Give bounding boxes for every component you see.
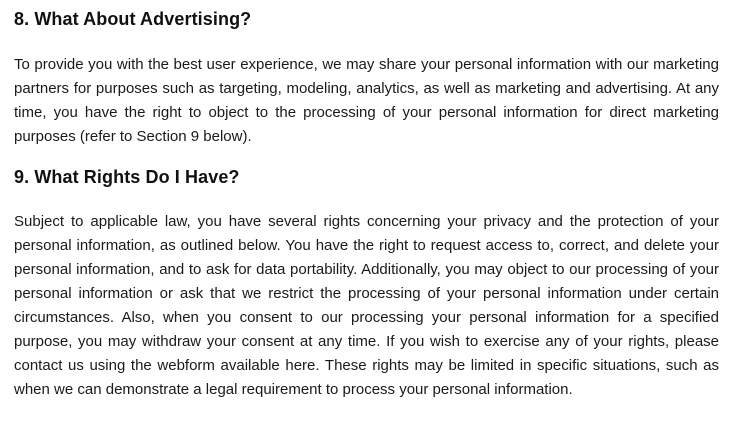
rights-text-before-link: Subject to applicable law, you have several rights concerning your privacy and the protection of your personal information, as outlined below. You have the right to request access to, correct, and delete your personal information, and to ask for data portability. Additionally, you may object to our processing of your personal information or ask that we restrict the processing of your personal information under certain circumstances. Also, when you consent to our processing your personal information for a specified purpose, you may withdraw your consent at any time. If you wish to exercise any of your rights, please contact us using the webform available [14, 213, 719, 374]
webform-link[interactable]: here [285, 357, 316, 374]
section-heading-rights: 9. What Rights Do I Have? [14, 167, 240, 187]
section-body-rights [14, 210, 719, 402]
section-heading-advertising: 8. What About Advertising? [14, 9, 252, 29]
section-body-advertising: To provide you with the best user experience, we may share your personal information with our marketing partners for purposes such as targeting, modeling, analytics, as well as marketing and advertising. At any time, you have the right to object to the processing of your personal information for direct marketing purposes (refer to Section 9 below). [14, 56, 719, 145]
rights-text-after-link: . These rights may be limited in specific situations, such as when we can demonstrate a legal requirement to process your personal information. [14, 357, 719, 398]
